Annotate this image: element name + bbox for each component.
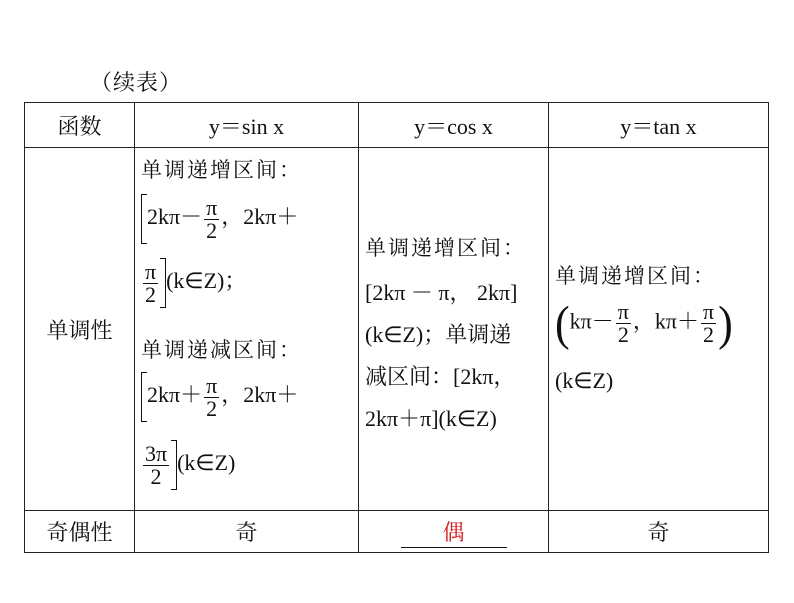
function-properties-table	[24, 102, 769, 553]
cos-line-2: [2kπ － π， 2kπ]	[365, 280, 518, 305]
sin-decreasing-title: 单调递减区间：	[141, 338, 302, 362]
cos-line-5: 2kπ＋π](k∈Z)	[365, 406, 497, 431]
sin-monotonicity-cell	[135, 148, 359, 511]
cos-parity-answer: 偶	[401, 516, 507, 548]
cos-line-4: 减区间：[2kπ，	[365, 364, 516, 389]
tan-domain: (k∈Z)	[555, 368, 614, 393]
cos-parity-cell	[359, 511, 549, 553]
cos-line-1: 单调递增区间：	[365, 236, 526, 260]
tan-monotonicity-cell	[549, 148, 769, 511]
tan-increasing-interval: (kπ－ $\frac{\pi}{2}$ ，kπ＋ $\frac{\pi}{2}$ )	[555, 296, 733, 351]
cos-monotonicity-cell	[359, 148, 549, 511]
table-caption: （续表）	[90, 71, 183, 96]
sin-parity: 奇	[135, 511, 359, 553]
label-parity: 奇偶性	[25, 511, 135, 553]
sin-increasing-title: 单调递增区间：	[141, 158, 302, 182]
cos-line-3: (k∈Z)；单调递	[365, 322, 512, 347]
header-tan: y＝tan x	[549, 103, 769, 148]
sin-decreasing-interval: 2kπ＋ $\frac{\pi}{2}$ ，2kπ＋	[141, 372, 298, 422]
tan-parity: 奇	[549, 511, 769, 553]
header-cos: y＝cos x	[359, 103, 549, 148]
header-function: 函数	[25, 103, 135, 148]
sin-decreasing-interval-end: $\frac{3\pi}{2}$ (k∈Z)	[145, 440, 236, 489]
label-monotonicity: 单调性	[25, 148, 135, 511]
tan-increasing-title: 单调递增区间：	[555, 264, 716, 288]
sin-increasing-interval-end: $\frac{\pi}{2}$ (k∈Z)；	[145, 258, 247, 307]
sin-increasing-interval: 2kπ－ $\frac{\pi}{2}$ ，2kπ＋	[141, 194, 298, 244]
header-sin: y＝sin x	[135, 103, 359, 148]
